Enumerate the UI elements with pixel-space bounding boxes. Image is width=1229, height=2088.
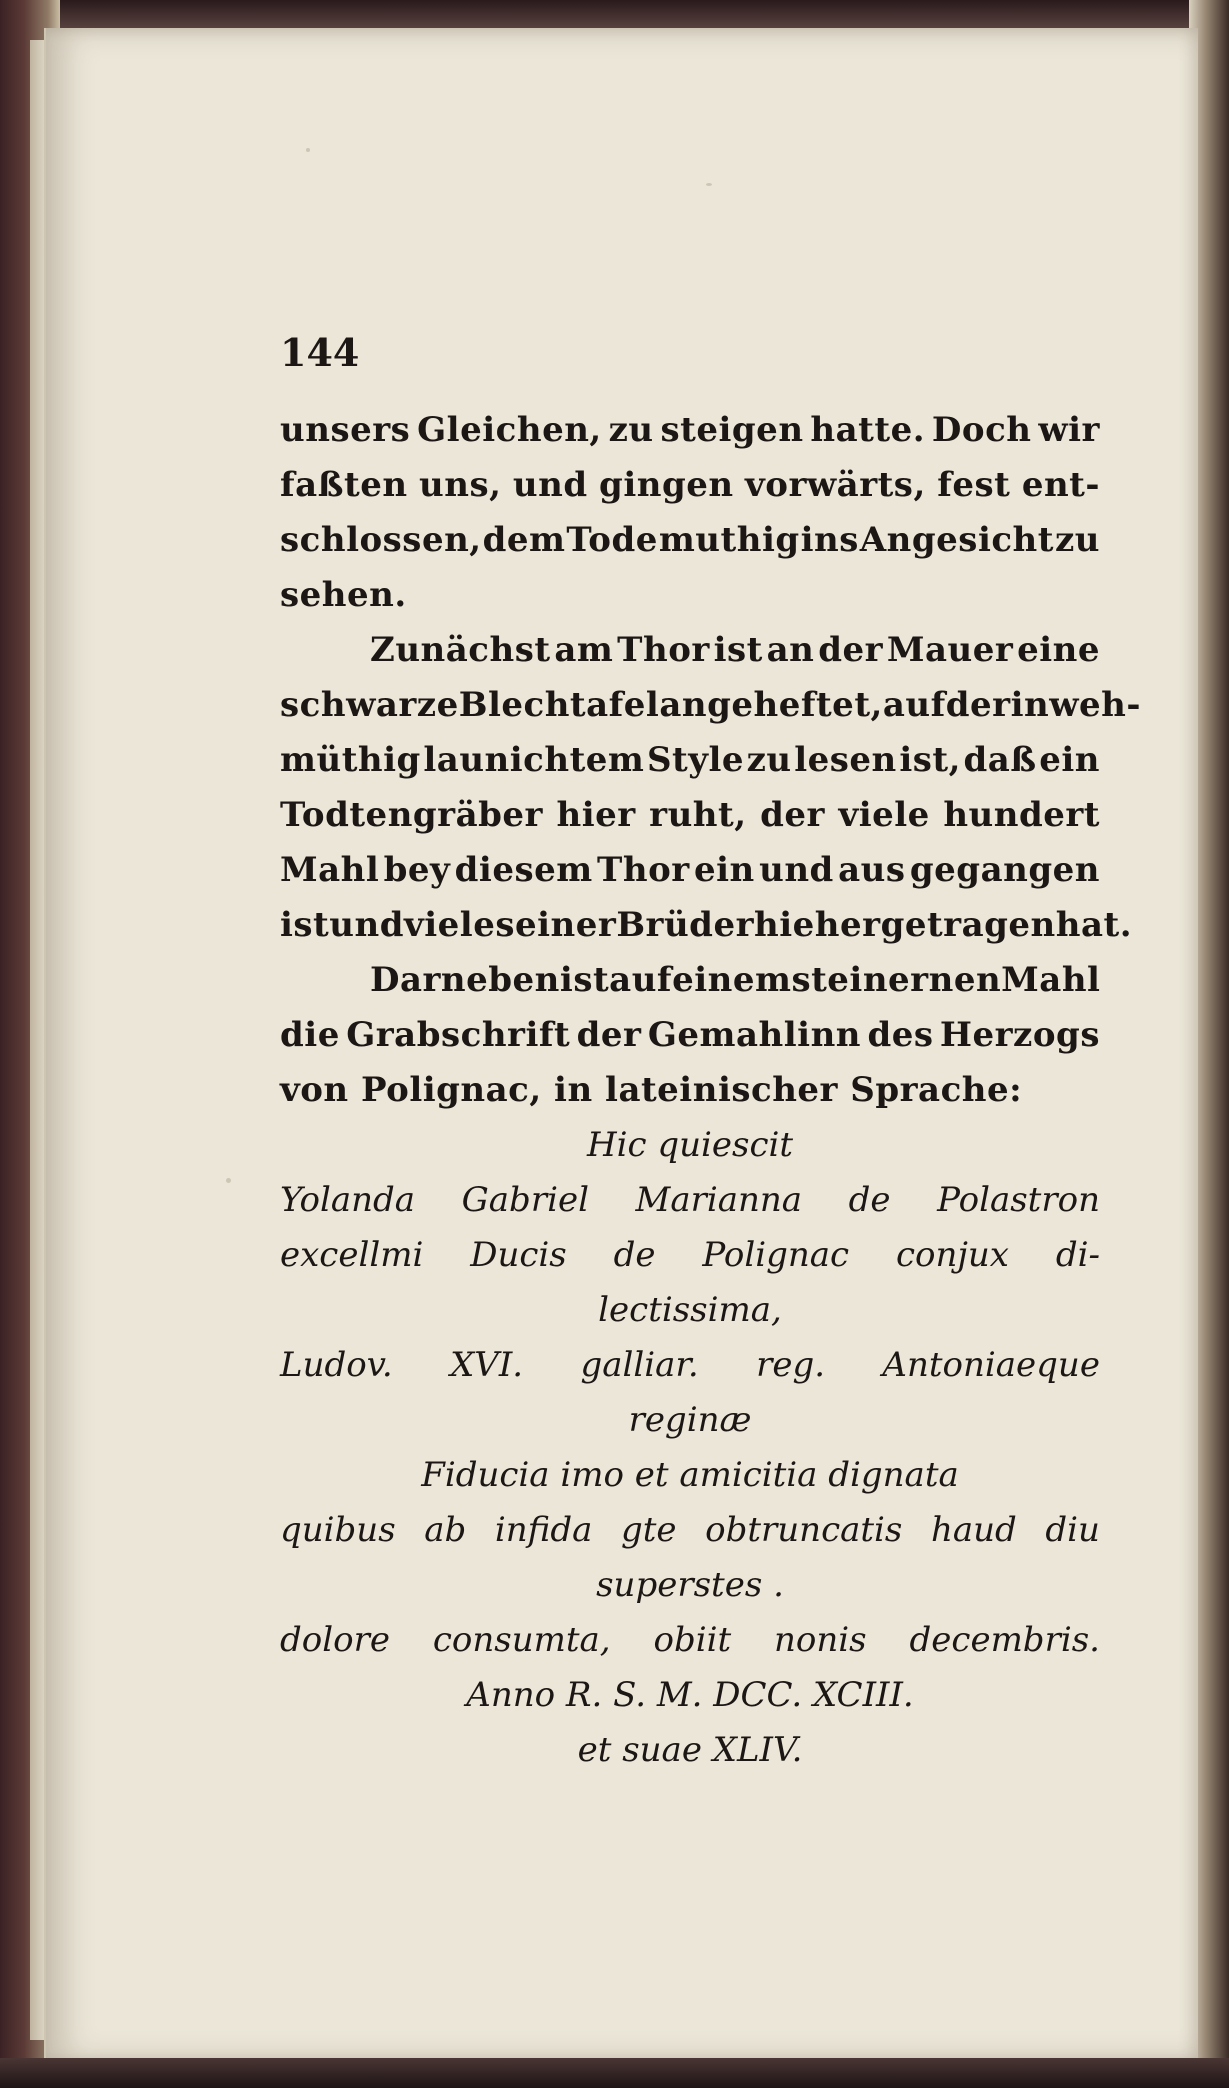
word: Marianna <box>635 1180 803 1220</box>
text-line <box>280 465 1100 505</box>
word: nonis <box>774 1620 867 1660</box>
word: excellmi <box>280 1235 424 1275</box>
word: angeheftet, <box>659 685 883 725</box>
word: hieher <box>754 905 881 945</box>
word: uns, <box>419 465 502 505</box>
word: haud <box>930 1510 1017 1550</box>
word: wir <box>1038 410 1100 450</box>
word: gingen <box>599 465 734 505</box>
text-line <box>280 960 1100 1000</box>
word: consumta, <box>432 1620 611 1660</box>
word: der <box>818 630 884 670</box>
text-line <box>280 850 1100 890</box>
word: Mahl <box>280 850 380 890</box>
word: launichtem <box>423 740 645 780</box>
word: unsers <box>280 410 411 450</box>
text-line: sehen. <box>280 575 407 615</box>
word: des <box>867 1015 934 1055</box>
word: auf <box>882 685 946 725</box>
word: hier <box>556 795 636 835</box>
latin-epitaph-line: et suae XLIV. <box>577 1730 803 1770</box>
word: quibus <box>280 1510 396 1550</box>
word: de <box>613 1235 656 1275</box>
word: Blechtafel <box>458 685 660 725</box>
latin-epitaph-line: superstes . <box>596 1565 784 1605</box>
word: an <box>766 630 815 670</box>
text-line <box>280 1015 1100 1055</box>
text-line <box>280 630 1100 670</box>
word: Angesicht <box>859 520 1054 560</box>
latin-epitaph-line <box>280 1180 1100 1220</box>
word: Thor <box>617 630 710 670</box>
word: diu <box>1045 1510 1100 1550</box>
word: ein <box>694 850 755 890</box>
word: ist <box>713 630 763 670</box>
word: hatte. <box>810 410 926 450</box>
word: Ludov. <box>280 1345 393 1385</box>
word: di- <box>1055 1235 1100 1275</box>
text-line <box>280 685 1141 725</box>
word: Ducis <box>470 1235 567 1275</box>
word: eine <box>1017 630 1100 670</box>
word: decembris. <box>909 1620 1100 1660</box>
word: daß <box>963 740 1037 780</box>
word: in <box>1010 685 1050 725</box>
word: steigen <box>660 410 804 450</box>
word: viele <box>403 905 496 945</box>
word: zu <box>608 410 654 450</box>
word: lesen <box>794 740 897 780</box>
word: infida <box>494 1510 593 1550</box>
word: fest <box>937 465 1011 505</box>
word: und <box>759 850 834 890</box>
word: muthig <box>658 520 800 560</box>
word: Herzogs <box>939 1015 1100 1055</box>
word: am <box>554 630 614 670</box>
word: getragen <box>880 905 1056 945</box>
paper-speck <box>306 148 310 152</box>
word: dem <box>482 520 566 560</box>
word: Style <box>646 740 745 780</box>
word: dolore <box>280 1620 390 1660</box>
word: Mauer <box>886 630 1014 670</box>
word: seiner <box>495 905 617 945</box>
text-line <box>280 795 1100 835</box>
word: steinernen <box>791 960 1002 1000</box>
word: Grabschrift <box>346 1015 571 1055</box>
page-number: 144 <box>280 330 360 375</box>
latin-epitaph-line: Fiducia imo et amicitia dignata <box>421 1455 959 1495</box>
word: vorwärts, <box>745 465 926 505</box>
book-cover-top <box>0 0 1229 30</box>
word: Yolanda <box>280 1180 416 1220</box>
text-line <box>280 905 1133 945</box>
latin-epitaph-line: lectissima, <box>598 1290 782 1330</box>
word: obiit <box>653 1620 732 1660</box>
paper-speck <box>706 183 712 186</box>
word: gte <box>620 1510 677 1550</box>
word: der <box>760 795 825 835</box>
word: Gleichen, <box>417 410 602 450</box>
word: ist <box>280 905 330 945</box>
word: schwarze <box>280 685 459 725</box>
word: faßten <box>280 465 408 505</box>
word: Todtengräber <box>280 795 543 835</box>
word: zu <box>746 740 792 780</box>
latin-epitaph-line: Hic quiescit <box>586 1125 794 1165</box>
word: reg. <box>756 1345 826 1385</box>
word: Antoniaeque <box>882 1345 1100 1385</box>
word: ruht, <box>649 795 747 835</box>
word: aus <box>838 850 906 890</box>
word: XVI. <box>450 1345 524 1385</box>
word: gegangen <box>909 850 1100 890</box>
latin-epitaph-line <box>280 1510 1100 1550</box>
book-cover-bottom <box>0 2058 1229 2088</box>
text-line <box>280 520 1100 560</box>
text-line <box>280 740 1100 780</box>
word: auf <box>609 960 673 1000</box>
word: Polastron <box>937 1180 1100 1220</box>
word: ist, <box>899 740 961 780</box>
word: der <box>945 685 1011 725</box>
word: ist <box>559 960 610 1000</box>
latin-epitaph-line: reginæ <box>628 1400 752 1440</box>
word: bey <box>383 850 451 890</box>
word: die <box>280 1015 340 1055</box>
word: ins <box>800 520 859 560</box>
paper-speck <box>226 1178 231 1183</box>
word: und <box>512 465 588 505</box>
latin-epitaph-line <box>280 1620 1100 1660</box>
word: Tode <box>566 520 658 560</box>
word: hat. <box>1055 905 1133 945</box>
word: obtruncatis <box>705 1510 903 1550</box>
word: Mahl <box>1001 960 1101 1000</box>
text-line: von Polignac, in lateinischer Sprache: <box>280 1070 1023 1110</box>
latin-epitaph-line <box>280 1235 1100 1275</box>
word: müthig <box>280 740 421 780</box>
word: weh- <box>1049 685 1141 725</box>
word: hundert <box>943 795 1100 835</box>
word: ein <box>1039 740 1100 780</box>
word: Doch <box>931 410 1032 450</box>
word: Gabriel <box>461 1180 589 1220</box>
word: ent- <box>1021 465 1100 505</box>
latin-epitaph-line: Anno R. S. M. DCC. XCIII. <box>466 1675 914 1715</box>
text-line <box>280 410 1100 450</box>
word: galliar. <box>580 1345 699 1385</box>
word: einem <box>672 960 792 1000</box>
word: Thor <box>597 850 690 890</box>
word: Zunächst <box>370 630 551 670</box>
word: diesem <box>454 850 593 890</box>
word: de <box>848 1180 891 1220</box>
word: und <box>329 905 404 945</box>
word: zu <box>1054 520 1100 560</box>
latin-epitaph-line <box>280 1345 1100 1385</box>
word: ab <box>424 1510 467 1550</box>
word: viele <box>838 795 930 835</box>
word: conjux <box>895 1235 1009 1275</box>
word: der <box>576 1015 642 1055</box>
word: Brüder <box>616 905 755 945</box>
word: Gemahlinn <box>647 1015 862 1055</box>
word: Polignac <box>702 1235 850 1275</box>
word: Darneben <box>370 960 560 1000</box>
word: schlossen, <box>280 520 482 560</box>
